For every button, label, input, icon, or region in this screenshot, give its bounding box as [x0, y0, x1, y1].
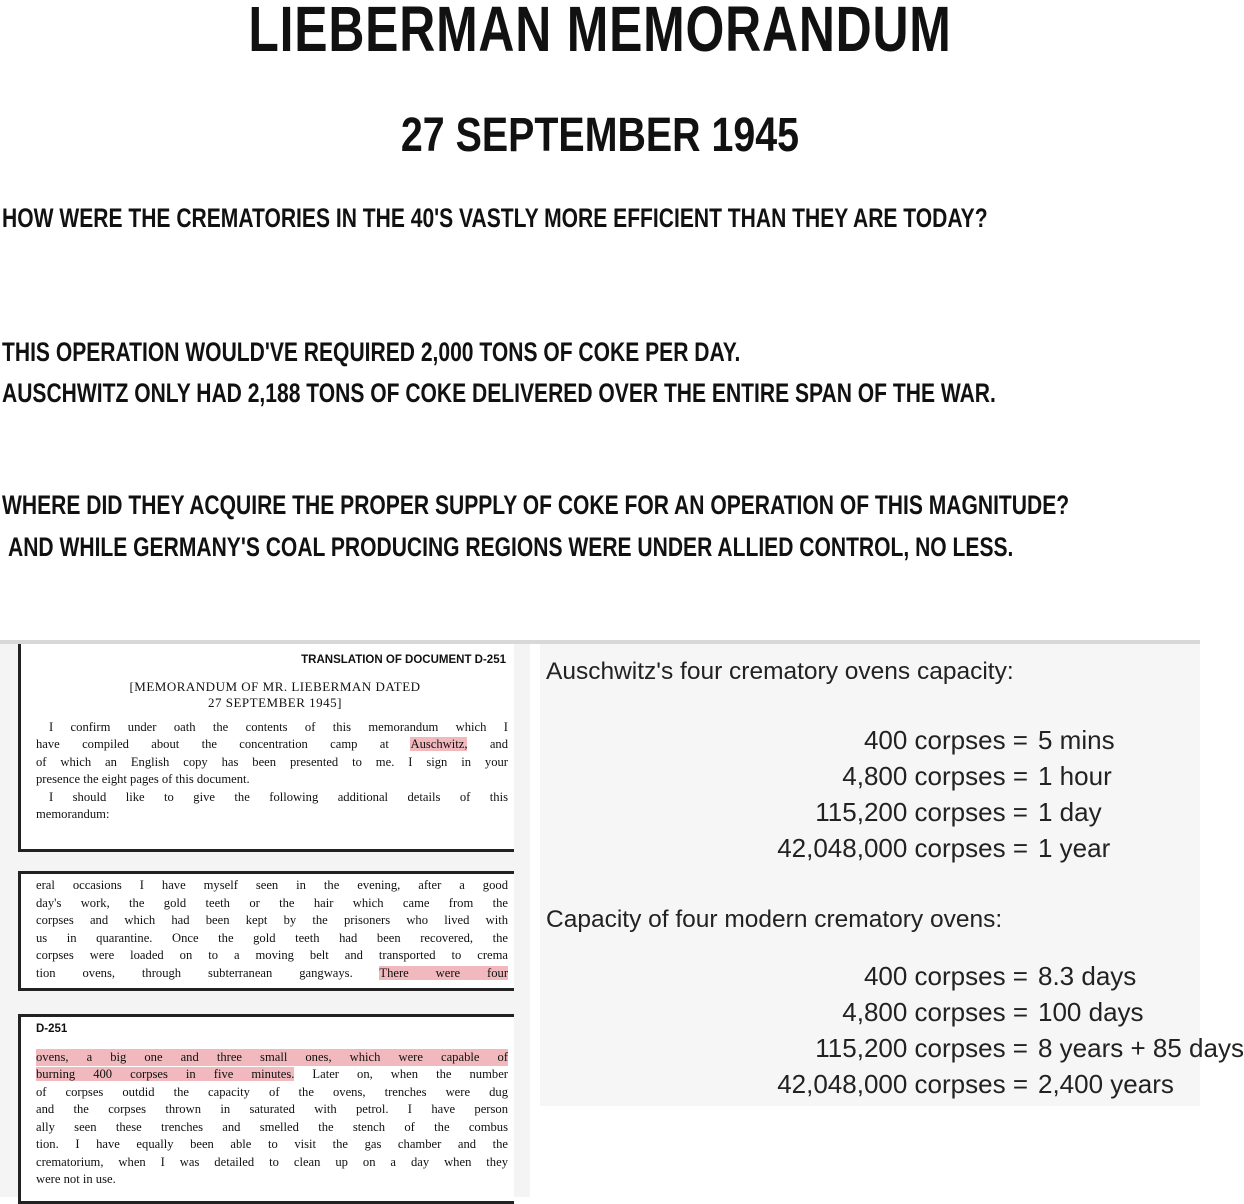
corpse-count: 115,200 corpses = [815, 1033, 1028, 1063]
text-line: corpses and which had been kept by the prisoners who lived with [36, 913, 508, 927]
duration: 2,400 years [1038, 1069, 1174, 1099]
text-line: memorandum: [36, 807, 110, 821]
highlight: Auschwitz, [410, 737, 468, 751]
duration: 8 years + 85 days [1038, 1033, 1244, 1063]
document-excerpt-3 [18, 1014, 514, 1204]
claim-coke-required: THIS OPERATION WOULD'VE REQUIRED 2,000 TONS OF COKE PER DAY. [2, 337, 741, 367]
page-label: D-251 [36, 1023, 68, 1035]
claim-allied-control: AND WHILE GERMANY'S COAL PRODUCING REGIONS WERE UNDER ALLIED CONTROL, NO LESS. [8, 532, 1014, 562]
claim-coke-delivered: AUSCHWITZ ONLY HAD 2,188 TONS OF COKE DELIVERED OVER THE ENTIRE SPAN OF THE WAR. [2, 378, 996, 408]
document-scan [0, 644, 530, 1197]
document-excerpt-1 [18, 644, 514, 852]
text-line: have compiled about the concentration camp at Auschwitz, and [36, 737, 508, 751]
text-line: corpses were loaded on to a moving belt and transported to crema [36, 948, 508, 962]
duration: 5 mins [1038, 725, 1115, 755]
auschwitz-capacity-heading: Auschwitz's four crematory ovens capacity: [546, 658, 1014, 685]
claim-coke-source: WHERE DID THEY ACQUIRE THE PROPER SUPPLY OF COKE FOR AN OPERATION OF THIS MAGNITUDE? [2, 490, 1070, 520]
memo-title: [MEMORANDUM OF MR. LIEBERMAN DATED 27 SEPTEMBER 1945] [129, 678, 421, 710]
duration: 100 days [1038, 997, 1144, 1027]
text-line: crematorium, when I was detailed to clean up on a day when they [36, 1154, 508, 1169]
text-line: I confirm under oath the contents of this memorandum which I [49, 719, 508, 734]
text-line: of corpses outdid the capacity of the ovens, trenches were dug [36, 1084, 508, 1099]
corpse-count: 400 corpses = [863, 725, 1028, 755]
text-line: presence the eight pages of this document. [36, 772, 250, 786]
duration: 8.3 days [1038, 961, 1137, 991]
highlight: There were four [379, 965, 509, 980]
claim-question: HOW WERE THE CREMATORIES IN THE 40'S VASTLY MORE EFFICIENT THAN THEY ARE TODAY? [2, 203, 988, 233]
text-line: and the corpses thrown in saturated with petrol. I have person [36, 1102, 508, 1116]
highlight: ovens, a big one and three small ones, which were capable of [36, 1049, 508, 1067]
corpse-count: 4,800 corpses = [842, 761, 1028, 791]
text-line: tion. I have equally been able to visit the gas chamber and the [36, 1137, 508, 1151]
corpse-count: 42,048,000 corpses = [777, 833, 1028, 863]
text-line: ally seen these trenches and smelled the stench of the combus [36, 1119, 508, 1134]
corpse-count: 400 corpses = [863, 961, 1028, 991]
text-line: burning 400 corpses in five minutes. Later on, when the number [36, 1067, 508, 1081]
page-title: LIEBERMAN MEMORANDUM [248, 0, 952, 65]
text-line: tion ovens, through subterranean gangways. There were four [36, 965, 509, 980]
duration: 1 hour [1038, 761, 1112, 791]
document-heading: TRANSLATION OF DOCUMENT D-251 [301, 654, 506, 666]
text-line: day's work, the gold teeth or the hair which came from the [36, 895, 508, 910]
corpse-count: 42,048,000 corpses = [777, 1069, 1028, 1099]
duration: 1 day [1038, 797, 1102, 827]
corpse-count: 115,200 corpses = [815, 797, 1028, 827]
text-line: of which an English copy has been presented to me. I sign in your [36, 754, 508, 769]
corpse-count: 4,800 corpses = [842, 997, 1028, 1027]
text-line: us in quarantine. Once the gold teeth had been recovered, the [36, 930, 508, 945]
duration: 1 year [1038, 833, 1111, 863]
text-line: eral occasions I have myself seen in the evening, after a good [36, 878, 508, 892]
text-line: were not in use. [36, 1172, 116, 1186]
document-excerpt-2 [18, 871, 514, 991]
highlight: burning 400 corpses in five minutes. [36, 1067, 295, 1081]
capacity-comparison [540, 644, 1244, 1106]
memo-date: 27 SEPTEMBER 1945 [400, 109, 800, 162]
modern-capacity-heading: Capacity of four modern crematory ovens: [546, 906, 1003, 933]
text-line: I should like to give the following additional details of this [49, 789, 508, 804]
